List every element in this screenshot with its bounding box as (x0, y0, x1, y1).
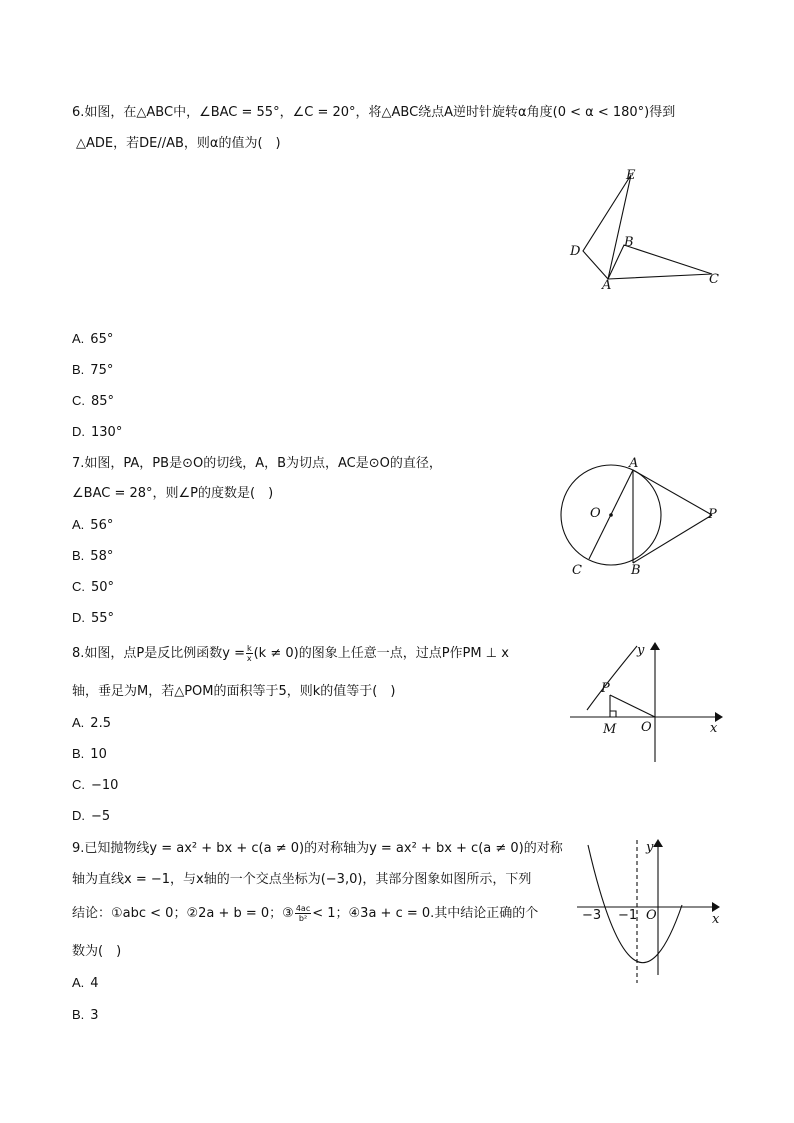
q8-option-d[interactable]: D. −5 (72, 808, 111, 824)
q8-label-o: O (641, 720, 652, 735)
q8-fraction: $\frac{k}{x}$ (246, 644, 252, 663)
q6-figure (560, 165, 730, 295)
q7-stem-1: 如图，PA，PB是⊙O的切线，A，B为切点，AC是⊙O的直径， (84, 456, 442, 471)
q8-hyperbola-curve (587, 646, 637, 710)
q8-label-p: P (601, 681, 610, 696)
q7-line1 (72, 454, 442, 474)
q8-right-angle-mark (610, 711, 616, 717)
q6-option-b[interactable]: B. 75° (72, 362, 114, 378)
q8-label-m: M (603, 722, 617, 737)
q6-number: 6. (72, 105, 85, 120)
q9-number: 9. (72, 841, 85, 856)
q7-label-o: O (590, 506, 601, 521)
q9-line2: 轴为直线x = −1，与x轴的一个交点坐标为(−3,0)，其部分图象如图所示，下列 (72, 872, 532, 887)
q8-stem-1b: (k ≠ 0)的图象上任意一点，过点P作PM ⊥ x (253, 646, 509, 661)
q8-option-c[interactable]: C. −10 (72, 777, 119, 793)
q7-figure (552, 455, 732, 580)
q6-option-a[interactable]: A. 65° (72, 331, 114, 347)
q9-y-arrow (653, 839, 663, 847)
q6-line2: △ADE，若DE//AB，则α的值为( ) (76, 136, 281, 151)
q9-label-neg1: −1 (618, 908, 638, 923)
q9-stem-1: 已知抛物线y = ax² + bx + c(a ≠ 0)的对称轴为y = ax² + bx + c(a ≠ 0)的对称 (84, 841, 563, 856)
q9-label-y: y (646, 840, 654, 855)
q9-stem-3a: 结论：①abc < 0；②2a + b = 0；③ (72, 906, 294, 921)
q9-line3 (72, 904, 538, 924)
q9-option-b[interactable]: B. 3 (72, 1007, 99, 1023)
q9-figure (572, 835, 732, 985)
q6-option-c[interactable]: C. 85° (72, 393, 115, 409)
q8-segment-po (610, 695, 655, 717)
q9-line4: 数为( ) (72, 944, 122, 959)
q7-number: 7. (72, 456, 85, 471)
q8-figure (565, 640, 730, 765)
q6-option-d[interactable]: D. 130° (72, 424, 123, 440)
q8-line1 (72, 644, 509, 664)
q7-tangent-pa (633, 470, 712, 515)
q7-tangent-pb (633, 515, 712, 563)
q9-label-neg3: −3 (582, 908, 602, 923)
q9-x-arrow (712, 902, 720, 912)
q7-line2: ∠BAC = 28°，则∠P的度数是( ) (72, 486, 274, 501)
q7-option-b[interactable]: B. 58° (72, 548, 114, 564)
q8-line2: 轴，垂足为M，若△POM的面积等于5，则k的值等于( ) (72, 684, 396, 699)
q7-option-c[interactable]: C. 50° (72, 579, 115, 595)
q8-option-b[interactable]: B. 10 (72, 746, 107, 762)
q8-stem-1a: 如图，点P是反比例函数y = (84, 646, 245, 661)
q8-label-x: x (710, 721, 718, 736)
q6-stem-1: 如图，在△ABC中，∠BAC = 55°，∠C = 20°，将△ABC绕点A逆时针旋转α角度(0 < α < 180°)得到 (84, 105, 676, 120)
q6-label-e: E (626, 168, 636, 183)
q8-y-arrow (650, 642, 660, 650)
q9-stem-3b: < 1；④3a + c = 0.其中结论正确的个 (312, 906, 539, 921)
q9-line1 (72, 839, 563, 859)
q9-fraction: $\frac{4ac}{\text{b²}}$ (295, 904, 311, 923)
q6-line1 (72, 103, 675, 123)
q7-option-a[interactable]: A. 56° (72, 517, 114, 533)
q7-label-p: P (708, 507, 717, 522)
q6-label-c: C (709, 272, 719, 287)
q7-label-c: C (572, 563, 582, 578)
q6-triangle-ade (583, 175, 631, 279)
q9-label-x: x (712, 912, 720, 927)
q7-label-b: B (631, 563, 641, 578)
q7-label-a: A (629, 456, 639, 471)
q8-option-a[interactable]: A. 2.5 (72, 715, 111, 731)
q6-label-d: D (570, 244, 581, 259)
q8-number: 8. (72, 646, 85, 661)
q9-option-a[interactable]: A. 4 (72, 975, 99, 991)
q8-label-y: y (637, 643, 645, 658)
q9-label-o: O (646, 908, 657, 923)
q9-parabola (588, 845, 682, 963)
q6-triangle-abc (608, 245, 712, 279)
q6-label-a: A (602, 278, 612, 293)
q6-label-b: B (624, 235, 634, 250)
q7-option-d[interactable]: D. 55° (72, 610, 115, 626)
q7-center-dot (609, 513, 613, 517)
